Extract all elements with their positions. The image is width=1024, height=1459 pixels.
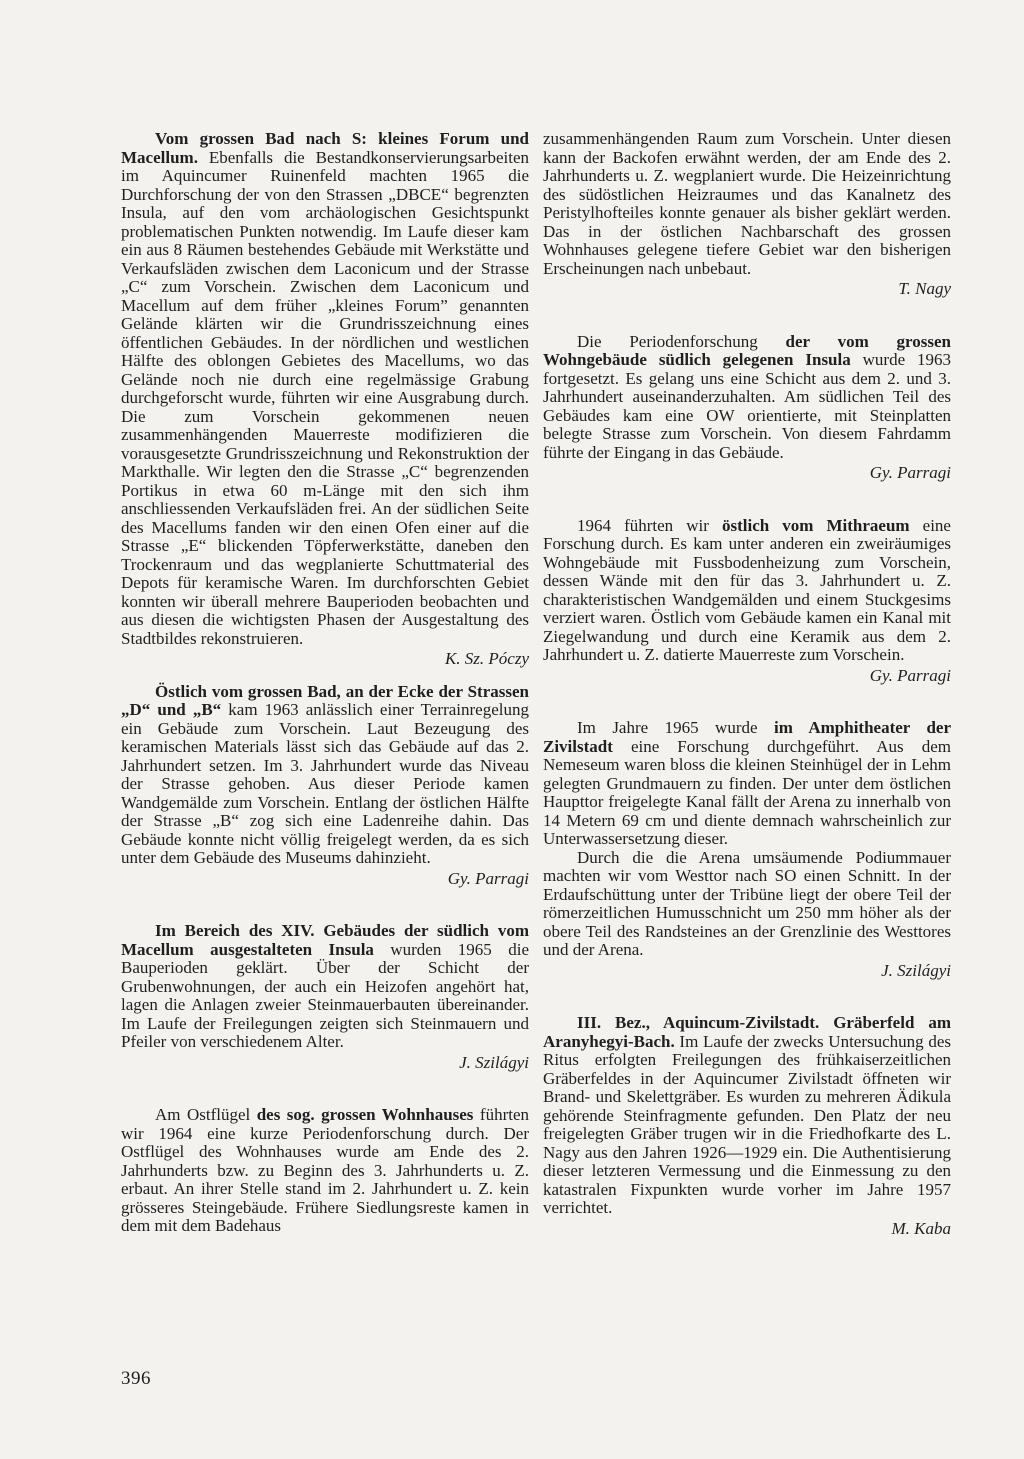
report-insula-body bbox=[543, 333, 951, 463]
report-strassen-text: kam 1963 anlässlich einer Terrainregelung ein Gebäude zum Vorschein. Laut Bezeugung des keramischen Materials lässt sich das Gebäude auf das 2. Jahrhundert setzen. Im 3. Jahrhundert wurde das Niveau der Strasse gehoben. Aus dieser Periode kamen Wandgemälde zum Vorschein. Entlang der östlichen Hälfte der Strasse „B“ zog sich eine Ladenreihe dahin. Das Gebäude konnte nicht völlig freigelegt werden, da es sich unter dem Gebäude des Museums dahinzieht. bbox=[121, 700, 529, 867]
report-graeberfeld bbox=[543, 1014, 951, 1238]
report-graeberfeld-text: Im Laufe der zwecks Untersuchung des Ritus erfolgten Freilegungen des frühkaiserzeitlichen Gräberfeldes in der Aquincumer Zivilstadt öffneten wir Brand- und Skelettgräber. Es wurden zu mehreren Ädikula gehörende Steinfragmente gefunden. Den Platz der neu freigelegten Gräber trugen wir in die Friedhofkarte des L. Nagy aus den Jahren 1926—1929 ein. Die Authentisierung dieser letzteren Vermessung und die Einmessung zu den katastralen Fixpunkten wurde vorher im Jahre 1957 verrichtet. bbox=[543, 1031, 951, 1217]
report-amphitheater-heading: im Amphitheater der Zivilstadt bbox=[543, 718, 951, 756]
report-insula-wohngebaeude bbox=[543, 333, 951, 483]
report-amphitheater-body-2: Durch die die Arena umsäumende Podiummauer machten wir vom Westtor nach SO einen Schnitt. In der Erdaufschüttung unter der Tribüne liegt der obere Teil der römerzeitlichen Humusschnicht um 250 mm höher als der obere Teil des Randsteines an der Grenzlinie des Westtores und der Arena. bbox=[543, 847, 951, 959]
author-szilagyi-2: J. Szilágyi bbox=[881, 960, 951, 980]
report-strassen-heading: Östlich vom grossen Bad, an der Ecke der Strassen „D“ und „B“ bbox=[121, 681, 529, 719]
report-macellum-text: Ebenfalls die Bestandkonservierungsarbeiten im Aquincumer Ruinenfeld machten 1965 die Durchforschung der von den Strassen „DBCE“ begrenzten Insula, auf den vom archäologischen Gesichtspunkt problematischen Punkten notwendig. Im Laufe dieser kam ein aus 8 Räumen bestehendes Gebäude mit Werkstätte und Verkaufsläden zwischen dem Laconicum und der Strasse „C“ zum Vorschein. Zwischen dem Laconicum und Macellum auf dem früher „kleines Forum” genannten Gelände klärten wir die Grundrisszeichnung eines öffentlichen Gebäudes. In der nördlichen und westlichen Hälfte des oblongen Gebietes des Macellums, wo das Gelände noch nie durch eine regelmässige Grabung durchgeforscht wurde, führten wir eine Ausgrabung durch. Die zum Vorschein gekommenen neuen zusammenhängenden Mauerreste modifizieren die vorausgesetzte Grundrisszeichnung und Rekonstruktion der Markthalle. Wir legten den die Strasse „C“ begrenzenden Portikus in etwa 60 m-Länge mit den sich ihm anschliessenden Verkaufsläden frei. An der südlichen Seite des Macellums fanden wir den einen Ofen einer auf die Strasse „E“ blickenden Töpferwerkstätte, daneben den Trockenraum und das wegplanierte Schuttmaterial des Depots für keramische Waren. Im durchforschten Gebiet konnten wir überall mehrere Bauperioden beobachten und aus diesen die wichtigsten Phasen der Ausgestaltung des Stadtbildes rekonstruieren. bbox=[121, 147, 529, 648]
author-poczy: K. Sz. Póczy bbox=[444, 649, 529, 668]
report-macellum-body bbox=[121, 130, 529, 648]
report-macellum-heading: Vom grossen Bad nach S: kleines Forum und Macellum. bbox=[121, 129, 529, 167]
report-mithraeum bbox=[543, 517, 951, 686]
left-column bbox=[121, 130, 529, 1236]
report-amphitheater-body bbox=[543, 719, 951, 849]
report-strassen-body bbox=[121, 683, 529, 868]
report-graeberfeld-heading: III. Bez., Aquincum-Zivilstadt. Gräberfeld am Aranyhegyi-Bach. bbox=[543, 1013, 951, 1051]
report-mithraeum-body bbox=[543, 517, 951, 665]
author-parragi-3: Gy. Parragi bbox=[869, 665, 951, 685]
report-insula-heading: der vom grossen Wohngebäude südlich gelegenen Insula bbox=[543, 331, 951, 369]
report-macellum bbox=[121, 130, 529, 669]
report-ostfluegel-pre: Am Ostflügel bbox=[155, 1105, 257, 1124]
report-xiv-body bbox=[121, 922, 529, 1052]
author-parragi-1: Gy. Parragi bbox=[447, 868, 529, 888]
report-strassen-d-b bbox=[121, 683, 529, 889]
report-amphitheater-pre: Im Jahre 1965 wurde bbox=[577, 718, 774, 737]
author-szilagyi-1: J. Szilágyi bbox=[459, 1052, 529, 1072]
report-mithraeum-text: eine Forschung durch. Es kam unter anderen ein zweiräumiges Wohngebäude mit Fussbodenheizung zum Vorschein, dessen Wände mit den für das 3. Jahrhundert u. Z. charakteristischen Wandgemälden und einem Stuckgesims verziert waren. Östlich vom Gebäude kamen ein Kanal mit Ziegelwandung und durch eine Keramik aus dem 2. Jahrhundert u. Z. datierte Mauerreste zum Vorschein. bbox=[543, 515, 951, 664]
author-parragi-2: Gy. Parragi bbox=[869, 463, 951, 482]
report-ostfluegel-body bbox=[121, 1106, 529, 1236]
report-ostfluegel-continued bbox=[543, 130, 951, 299]
report-xiv-gebaeude bbox=[121, 922, 529, 1072]
page-number: 396 bbox=[121, 1368, 151, 1389]
right-column bbox=[543, 130, 951, 1238]
report-graeberfeld-body bbox=[543, 1014, 951, 1218]
report-xiv-text: wurden 1965 die Bauperioden geklärt. Über der Schicht der Grubenwohnungen, der auch ein Heizofen angehört hat, lagen die Anlagen zweier Steinmauerbauten übereinander. Im Laufe der Freilegungen zeigten sich Steinmauern und Pfeiler von verschiedenem Alter. bbox=[121, 939, 529, 1051]
report-amphitheater-text: eine Forschung durchgeführt. Aus dem Nemeseum waren bloss die kleinen Steinhügel der in Lehm gelegten Grundmauern zu finden. Der unter dem östlichen Haupttor freigelegte Kanal fällt der Arena zu innerhalb von 14 Metern 69 cm und diente demnach wahrscheinlich zur Unterwassersetzung dieser. bbox=[543, 736, 951, 848]
report-insula-pre: Die Periodenforschung bbox=[577, 331, 786, 351]
author-kaba: M. Kaba bbox=[891, 1218, 951, 1238]
report-mithraeum-pre: 1964 führten wir bbox=[577, 515, 722, 535]
report-ostfluegel bbox=[121, 1106, 529, 1236]
report-xiv-heading: Im Bereich des XIV. Gebäudes der südlich vom Macellum ausgestalteten Insula bbox=[121, 921, 529, 959]
report-ostfluegel-cont-text: zusammenhängenden Raum zum Vorschein. Unter diesen kann der Backofen erwähnt werden, der am Ende des 2. Jahrhunderts u. Z. wegplaniert wurde. Die Heizeinrichtung des südöstlichen Heizraumes und das Kanalnetz des Peristylhofteiles konnte genauer als bisher geklärt werden. Das in der östlichen Nachbarschaft des grossen Wohnhauses gelegene tiefere Gebiet war den bisherigen Erscheinungen nach unbebaut. bbox=[543, 129, 951, 278]
report-ostfluegel-heading: des sog. grossen Wohnhauses bbox=[256, 1105, 474, 1124]
report-ostfluegel-text: führten wir 1964 eine kurze Periodenforschung durch. Der Ostflügel des Wohnhauses wurde am Ende des 2. Jahrhunderts bzw. zu Beginn des 3. Jahrhunderts u. Z. erbaut. An ihrer Stelle stand im 2. Jahrhundert u. Z. kein grösseres Steingebäude. Frühere Siedlungsreste kamen in dem mit dem Badehaus bbox=[121, 1105, 529, 1235]
author-nagy: T. Nagy bbox=[898, 279, 951, 298]
report-insula-text: wurde 1963 fortgesetzt. Es gelang uns eine Schicht aus dem 2. und 3. Jahrhundert auseinanderzuhalten. Am südlichen Teil des Gebäudes kam eine OW orientierte, mit Steinplatten belegte Strasse zum Vorschein. Von diesem Fahrdamm führte der Eingang in das Gebäude. bbox=[543, 350, 952, 462]
report-mithraeum-heading: östlich vom Mithraeum bbox=[721, 515, 910, 535]
report-amphitheater bbox=[543, 719, 951, 980]
